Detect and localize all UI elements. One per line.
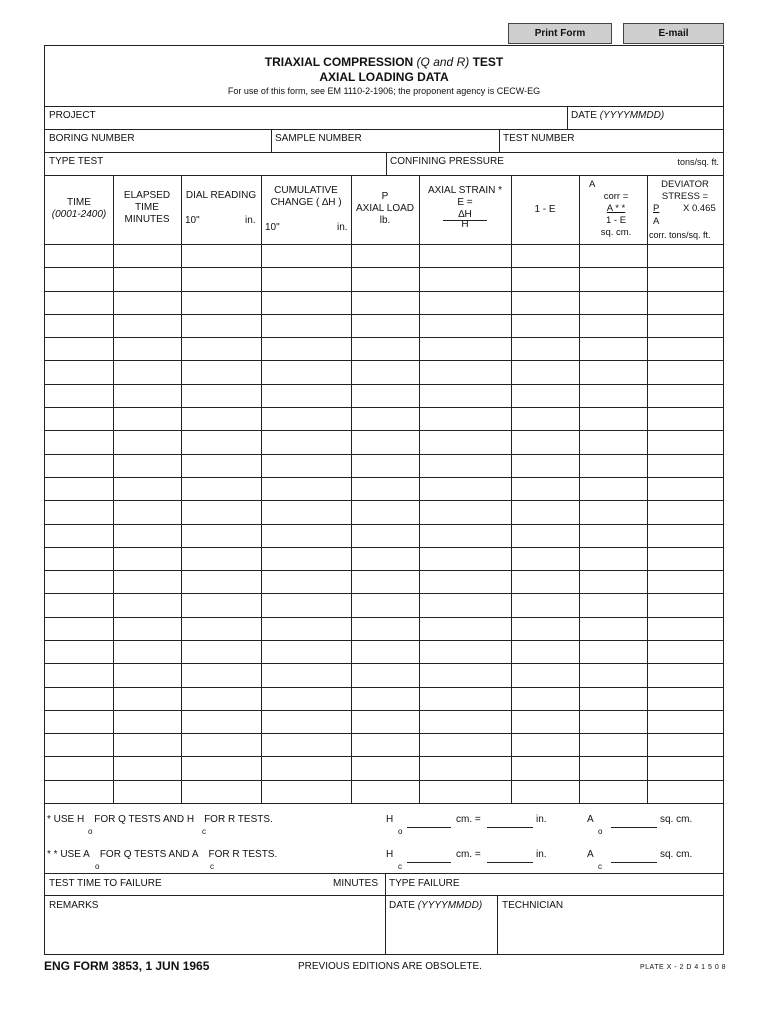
table-cell[interactable] xyxy=(262,664,350,685)
table-cell[interactable] xyxy=(420,781,510,802)
table-cell[interactable] xyxy=(114,501,180,522)
table-cell[interactable] xyxy=(648,618,722,639)
table-cell[interactable] xyxy=(352,408,418,429)
table-cell[interactable] xyxy=(512,641,578,662)
dial-prefix: 10" xyxy=(185,215,200,226)
table-cell[interactable] xyxy=(648,641,722,662)
table-cell[interactable] xyxy=(352,525,418,546)
table-cell[interactable] xyxy=(182,455,260,476)
table-cell[interactable] xyxy=(114,292,180,313)
footer-date-field[interactable] xyxy=(386,896,496,954)
table-cell[interactable] xyxy=(512,431,578,452)
technician-field[interactable] xyxy=(498,896,723,954)
table-cell[interactable] xyxy=(352,757,418,778)
table-cell[interactable] xyxy=(182,385,260,406)
col-dial-reading: DIAL READING xyxy=(185,190,257,201)
table-cell[interactable] xyxy=(352,781,418,802)
form-subtitle: AXIAL LOADING DATA xyxy=(319,70,449,84)
table-cell[interactable] xyxy=(420,688,510,709)
table-cell[interactable] xyxy=(512,571,578,592)
table-cell[interactable] xyxy=(182,525,260,546)
cum-prefix: 10" xyxy=(265,222,280,233)
table-cell[interactable] xyxy=(580,711,646,732)
table-cell[interactable] xyxy=(262,431,350,452)
table-cell[interactable] xyxy=(262,245,350,266)
table-cell[interactable] xyxy=(182,478,260,499)
dev-p: P xyxy=(653,203,660,214)
note-h-sub-c: c xyxy=(202,827,206,836)
table-cell[interactable] xyxy=(420,431,510,452)
table-cell[interactable] xyxy=(420,501,510,522)
table-cell[interactable] xyxy=(580,292,646,313)
table-cell[interactable] xyxy=(182,501,260,522)
ho-cm-field[interactable] xyxy=(407,827,451,828)
table-cell[interactable] xyxy=(114,688,180,709)
table-cell[interactable] xyxy=(262,292,350,313)
table-cell[interactable] xyxy=(46,455,112,476)
table-cell[interactable] xyxy=(182,431,260,452)
table-cell[interactable] xyxy=(648,245,722,266)
table-cell[interactable] xyxy=(648,594,722,615)
table-cell[interactable] xyxy=(114,478,180,499)
table-cell[interactable] xyxy=(352,571,418,592)
table-cell[interactable] xyxy=(648,338,722,359)
table-cell[interactable] xyxy=(182,594,260,615)
table-cell[interactable] xyxy=(512,664,578,685)
table-cell[interactable] xyxy=(262,268,350,289)
table-cell[interactable] xyxy=(352,268,418,289)
table-cell[interactable] xyxy=(512,781,578,802)
table-cell[interactable] xyxy=(512,734,578,755)
table-cell[interactable] xyxy=(648,525,722,546)
table-cell[interactable] xyxy=(648,781,722,802)
table-cell[interactable] xyxy=(420,641,510,662)
table-cell[interactable] xyxy=(182,408,260,429)
table-cell[interactable] xyxy=(648,431,722,452)
table-cell[interactable] xyxy=(182,711,260,732)
table-cell[interactable] xyxy=(262,478,350,499)
table-cell[interactable] xyxy=(648,361,722,382)
table-cell[interactable] xyxy=(352,361,418,382)
table-cell[interactable] xyxy=(182,548,260,569)
table-cell[interactable] xyxy=(420,594,510,615)
table-cell[interactable] xyxy=(420,315,510,336)
form-container xyxy=(44,45,724,955)
dev-units: corr. tons/sq. ft. xyxy=(649,230,711,240)
table-cell[interactable] xyxy=(182,688,260,709)
table-cell[interactable] xyxy=(182,641,260,662)
table-cell[interactable] xyxy=(352,501,418,522)
table-cell[interactable] xyxy=(352,292,418,313)
table-cell[interactable] xyxy=(114,571,180,592)
table-cell[interactable] xyxy=(580,408,646,429)
table-cell[interactable] xyxy=(46,478,112,499)
table-cell[interactable] xyxy=(114,408,180,429)
table-cell[interactable] xyxy=(580,688,646,709)
table-cell[interactable] xyxy=(46,525,112,546)
hc-cm-field[interactable] xyxy=(407,862,451,863)
table-cell[interactable] xyxy=(580,478,646,499)
table-cell[interactable] xyxy=(512,501,578,522)
table-cell[interactable] xyxy=(46,734,112,755)
col-axial-load: P AXIAL LOAD lb. xyxy=(356,191,414,226)
table-cell[interactable] xyxy=(648,455,722,476)
table-cell[interactable] xyxy=(648,385,722,406)
confining-pressure-label: CONFINING PRESSURE xyxy=(390,156,504,167)
table-cell[interactable] xyxy=(580,548,646,569)
table-cell[interactable] xyxy=(46,618,112,639)
table-cell[interactable] xyxy=(46,245,112,266)
print-form-button[interactable]: Print Form xyxy=(508,23,612,44)
table-cell[interactable] xyxy=(512,618,578,639)
table-cell[interactable] xyxy=(262,455,350,476)
table-cell[interactable] xyxy=(262,711,350,732)
table-cell[interactable] xyxy=(420,385,510,406)
plate-id: PLATE X - 2 D 4 1 5 0 8 xyxy=(640,964,727,971)
table-cell[interactable] xyxy=(352,641,418,662)
table-cell[interactable] xyxy=(352,315,418,336)
test-time-label: TEST TIME TO FAILURE xyxy=(49,878,162,889)
table-cell[interactable] xyxy=(512,292,578,313)
table-cell[interactable] xyxy=(648,408,722,429)
table-cell[interactable] xyxy=(648,757,722,778)
table-cell[interactable] xyxy=(512,594,578,615)
table-cell[interactable] xyxy=(114,268,180,289)
table-cell[interactable] xyxy=(46,361,112,382)
ho-in: in. xyxy=(536,814,547,825)
table-cell[interactable] xyxy=(46,781,112,802)
table-cell[interactable] xyxy=(648,688,722,709)
table-cell[interactable] xyxy=(114,525,180,546)
table-cell[interactable] xyxy=(648,501,722,522)
col-one-minus-e: 1 - E xyxy=(534,204,556,215)
table-cell[interactable] xyxy=(262,548,350,569)
table-cell[interactable] xyxy=(420,292,510,313)
note-h: * USE H FOR Q TESTS AND H FOR R TESTS. xyxy=(47,814,273,825)
table-cell[interactable] xyxy=(580,641,646,662)
table-cell[interactable] xyxy=(182,268,260,289)
table-cell[interactable] xyxy=(420,664,510,685)
table-cell[interactable] xyxy=(182,361,260,382)
table-cell[interactable] xyxy=(114,385,180,406)
table-cell[interactable] xyxy=(512,315,578,336)
table-cell[interactable] xyxy=(420,408,510,429)
table-cell[interactable] xyxy=(648,664,722,685)
table-cell[interactable] xyxy=(580,757,646,778)
table-cell[interactable] xyxy=(580,525,646,546)
table-cell[interactable] xyxy=(114,711,180,732)
ho-cm-eq: cm. = xyxy=(456,814,481,825)
table-cell[interactable] xyxy=(182,757,260,778)
table-cell[interactable] xyxy=(182,618,260,639)
table-cell[interactable] xyxy=(648,571,722,592)
date-label: DATE (YYYYMMDD) xyxy=(571,110,665,121)
table-cell[interactable] xyxy=(46,292,112,313)
table-cell[interactable] xyxy=(182,571,260,592)
table-cell[interactable] xyxy=(512,478,578,499)
table-cell[interactable] xyxy=(46,501,112,522)
col-a-corr: A corr = A * * 1 - E sq. cm. xyxy=(589,179,632,238)
col-elapsed: ELAPSED TIME MINUTES xyxy=(123,190,171,225)
form-id: ENG FORM 3853, 1 JUN 1965 xyxy=(44,959,210,973)
table-cell[interactable] xyxy=(648,711,722,732)
dev-factor: X 0.465 xyxy=(683,203,716,214)
table-cell[interactable] xyxy=(114,641,180,662)
table-cell[interactable] xyxy=(580,571,646,592)
table-cell[interactable] xyxy=(262,618,350,639)
table-cell[interactable] xyxy=(512,711,578,732)
table-cell[interactable] xyxy=(512,268,578,289)
table-cell[interactable] xyxy=(580,781,646,802)
usage-note: For use of this form, see EM 1110-2-1906; the proponent agency is CECW-EG xyxy=(227,86,541,96)
technician-label: TECHNICIAN xyxy=(502,900,564,911)
table-cell[interactable] xyxy=(648,315,722,336)
table-cell[interactable] xyxy=(512,361,578,382)
table-cell[interactable] xyxy=(420,478,510,499)
table-cell[interactable] xyxy=(648,548,722,569)
table-cell[interactable] xyxy=(352,245,418,266)
table-cell[interactable] xyxy=(580,315,646,336)
table-cell[interactable] xyxy=(46,338,112,359)
table-cell[interactable] xyxy=(512,385,578,406)
ho-sub: o xyxy=(398,827,403,836)
ac-sqcm: sq. cm. xyxy=(660,849,693,860)
type-failure-label: TYPE FAILURE xyxy=(389,878,460,889)
table-cell[interactable] xyxy=(114,734,180,755)
table-cell[interactable] xyxy=(46,385,112,406)
table-cell[interactable] xyxy=(262,734,350,755)
table-cell[interactable] xyxy=(512,245,578,266)
table-cell[interactable] xyxy=(580,734,646,755)
table-cell[interactable] xyxy=(114,338,180,359)
table-cell[interactable] xyxy=(352,478,418,499)
table-cell[interactable] xyxy=(182,315,260,336)
dial-unit: in. xyxy=(245,215,256,226)
table-cell[interactable] xyxy=(580,385,646,406)
table-cell[interactable] xyxy=(114,618,180,639)
col-axial-strain: AXIAL STRAIN * E = ∆H H xyxy=(427,185,503,230)
table-cell[interactable] xyxy=(262,688,350,709)
table-cell[interactable] xyxy=(420,338,510,359)
col-time: TIME (0001-2400) xyxy=(51,197,107,220)
hc-cm-eq: cm. = xyxy=(456,849,481,860)
table-cell[interactable] xyxy=(580,245,646,266)
table-cell[interactable] xyxy=(580,455,646,476)
table-cell[interactable] xyxy=(114,664,180,685)
table-cell[interactable] xyxy=(262,571,350,592)
table-cell[interactable] xyxy=(114,315,180,336)
table-cell[interactable] xyxy=(114,548,180,569)
table-cell[interactable] xyxy=(114,757,180,778)
table-cell[interactable] xyxy=(46,431,112,452)
table-cell[interactable] xyxy=(46,594,112,615)
table-cell[interactable] xyxy=(114,781,180,802)
hc-in: in. xyxy=(536,849,547,860)
table-cell[interactable] xyxy=(352,688,418,709)
table-cell[interactable] xyxy=(420,455,510,476)
ao-label: A xyxy=(587,814,594,825)
table-cell[interactable] xyxy=(46,641,112,662)
table-cell[interactable] xyxy=(512,757,578,778)
table-cell[interactable] xyxy=(512,455,578,476)
table-cell[interactable] xyxy=(114,431,180,452)
table-cell[interactable] xyxy=(352,618,418,639)
table-cell[interactable] xyxy=(114,455,180,476)
type-failure-field[interactable] xyxy=(386,874,723,895)
project-label: PROJECT xyxy=(49,110,96,121)
col-deviator-stress: DEVIATOR STRESS = xyxy=(661,179,709,202)
table-cell[interactable] xyxy=(580,361,646,382)
table-cell[interactable] xyxy=(352,664,418,685)
test-time-field[interactable] xyxy=(45,874,384,895)
ao-sqcm: sq. cm. xyxy=(660,814,693,825)
table-cell[interactable] xyxy=(46,571,112,592)
table-cell[interactable] xyxy=(352,548,418,569)
table-cell[interactable] xyxy=(580,431,646,452)
table-cell[interactable] xyxy=(262,594,350,615)
table-cell[interactable] xyxy=(114,594,180,615)
table-cell[interactable] xyxy=(580,268,646,289)
hc-sub: c xyxy=(398,862,402,871)
table-cell[interactable] xyxy=(352,455,418,476)
type-test-label: TYPE TEST xyxy=(49,156,104,167)
footer-date-label: DATE (YYYYMMDD) xyxy=(389,900,483,911)
table-cell[interactable] xyxy=(352,734,418,755)
table-cell[interactable] xyxy=(46,315,112,336)
minutes-label: MINUTES xyxy=(333,878,378,889)
table-cell[interactable] xyxy=(46,268,112,289)
col-cumulative-change: CUMULATIVE CHANGE ( ∆H ) xyxy=(270,185,342,208)
ao-sub: o xyxy=(598,827,603,836)
test-number-label: TEST NUMBER xyxy=(503,133,575,144)
table-cell[interactable] xyxy=(420,571,510,592)
table-cell[interactable] xyxy=(512,338,578,359)
table-cell[interactable] xyxy=(46,688,112,709)
table-cell[interactable] xyxy=(420,618,510,639)
table-cell[interactable] xyxy=(352,711,418,732)
email-button[interactable]: E-mail xyxy=(623,23,724,44)
table-cell[interactable] xyxy=(648,478,722,499)
table-cell[interactable] xyxy=(580,618,646,639)
table-cell[interactable] xyxy=(262,361,350,382)
note-a-sub-o: o xyxy=(95,862,100,871)
table-cell[interactable] xyxy=(182,734,260,755)
table-cell[interactable] xyxy=(182,245,260,266)
hc-in-field[interactable] xyxy=(487,862,533,863)
note-h-sub-o: o xyxy=(88,827,93,836)
table-cell[interactable] xyxy=(262,385,350,406)
table-cell[interactable] xyxy=(352,338,418,359)
table-cell[interactable] xyxy=(512,408,578,429)
table-cell[interactable] xyxy=(420,548,510,569)
table-cell[interactable] xyxy=(420,525,510,546)
table-cell[interactable] xyxy=(114,361,180,382)
note-a: * * USE A FOR Q TESTS AND A FOR R TESTS. xyxy=(47,849,278,860)
table-cell[interactable] xyxy=(580,501,646,522)
hc-label: H xyxy=(386,849,394,860)
table-cell[interactable] xyxy=(352,594,418,615)
table-cell[interactable] xyxy=(262,315,350,336)
table-cell[interactable] xyxy=(420,268,510,289)
table-cell[interactable] xyxy=(580,664,646,685)
table-cell[interactable] xyxy=(420,361,510,382)
table-cell[interactable] xyxy=(512,525,578,546)
table-cell[interactable] xyxy=(420,734,510,755)
table-cell[interactable] xyxy=(262,408,350,429)
table-cell[interactable] xyxy=(262,525,350,546)
table-cell[interactable] xyxy=(46,711,112,732)
table-cell[interactable] xyxy=(46,664,112,685)
table-cell[interactable] xyxy=(420,245,510,266)
table-cell[interactable] xyxy=(46,408,112,429)
table-cell[interactable] xyxy=(46,757,112,778)
ac-field[interactable] xyxy=(611,862,657,863)
table-cell[interactable] xyxy=(420,711,510,732)
ac-sub: c xyxy=(598,862,602,871)
table-cell[interactable] xyxy=(262,338,350,359)
table-cell[interactable] xyxy=(262,781,350,802)
table-cell[interactable] xyxy=(420,757,510,778)
ac-label: A xyxy=(587,849,594,860)
table-cell[interactable] xyxy=(352,385,418,406)
table-cell[interactable] xyxy=(648,268,722,289)
table-cell[interactable] xyxy=(262,501,350,522)
boring-number-label: BORING NUMBER xyxy=(49,133,135,144)
table-cell[interactable] xyxy=(182,292,260,313)
remarks-label: REMARKS xyxy=(49,900,99,911)
table-cell[interactable] xyxy=(512,548,578,569)
table-cell[interactable] xyxy=(512,688,578,709)
table-cell[interactable] xyxy=(648,734,722,755)
table-cell[interactable] xyxy=(580,338,646,359)
table-cell[interactable] xyxy=(182,781,260,802)
ho-label: H xyxy=(386,814,394,825)
table-cell[interactable] xyxy=(580,594,646,615)
confining-units: tons/sq. ft. xyxy=(677,157,719,167)
sample-number-label: SAMPLE NUMBER xyxy=(275,133,362,144)
remarks-field[interactable] xyxy=(45,896,384,954)
cum-unit: in. xyxy=(337,222,348,233)
obsolete-note: PREVIOUS EDITIONS ARE OBSOLETE. xyxy=(298,961,482,972)
table-cell[interactable] xyxy=(262,757,350,778)
table-cell[interactable] xyxy=(352,431,418,452)
table-cell[interactable] xyxy=(182,338,260,359)
table-cell[interactable] xyxy=(182,664,260,685)
ho-in-field[interactable] xyxy=(487,827,533,828)
note-a-sub-c: c xyxy=(210,862,214,871)
dev-a: A xyxy=(653,216,660,227)
table-cell[interactable] xyxy=(262,641,350,662)
ao-field[interactable] xyxy=(611,827,657,828)
table-cell[interactable] xyxy=(648,292,722,313)
table-cell[interactable] xyxy=(114,245,180,266)
table-cell[interactable] xyxy=(46,548,112,569)
form-title: TRIAXIAL COMPRESSION (Q and R) TEST xyxy=(264,55,504,69)
